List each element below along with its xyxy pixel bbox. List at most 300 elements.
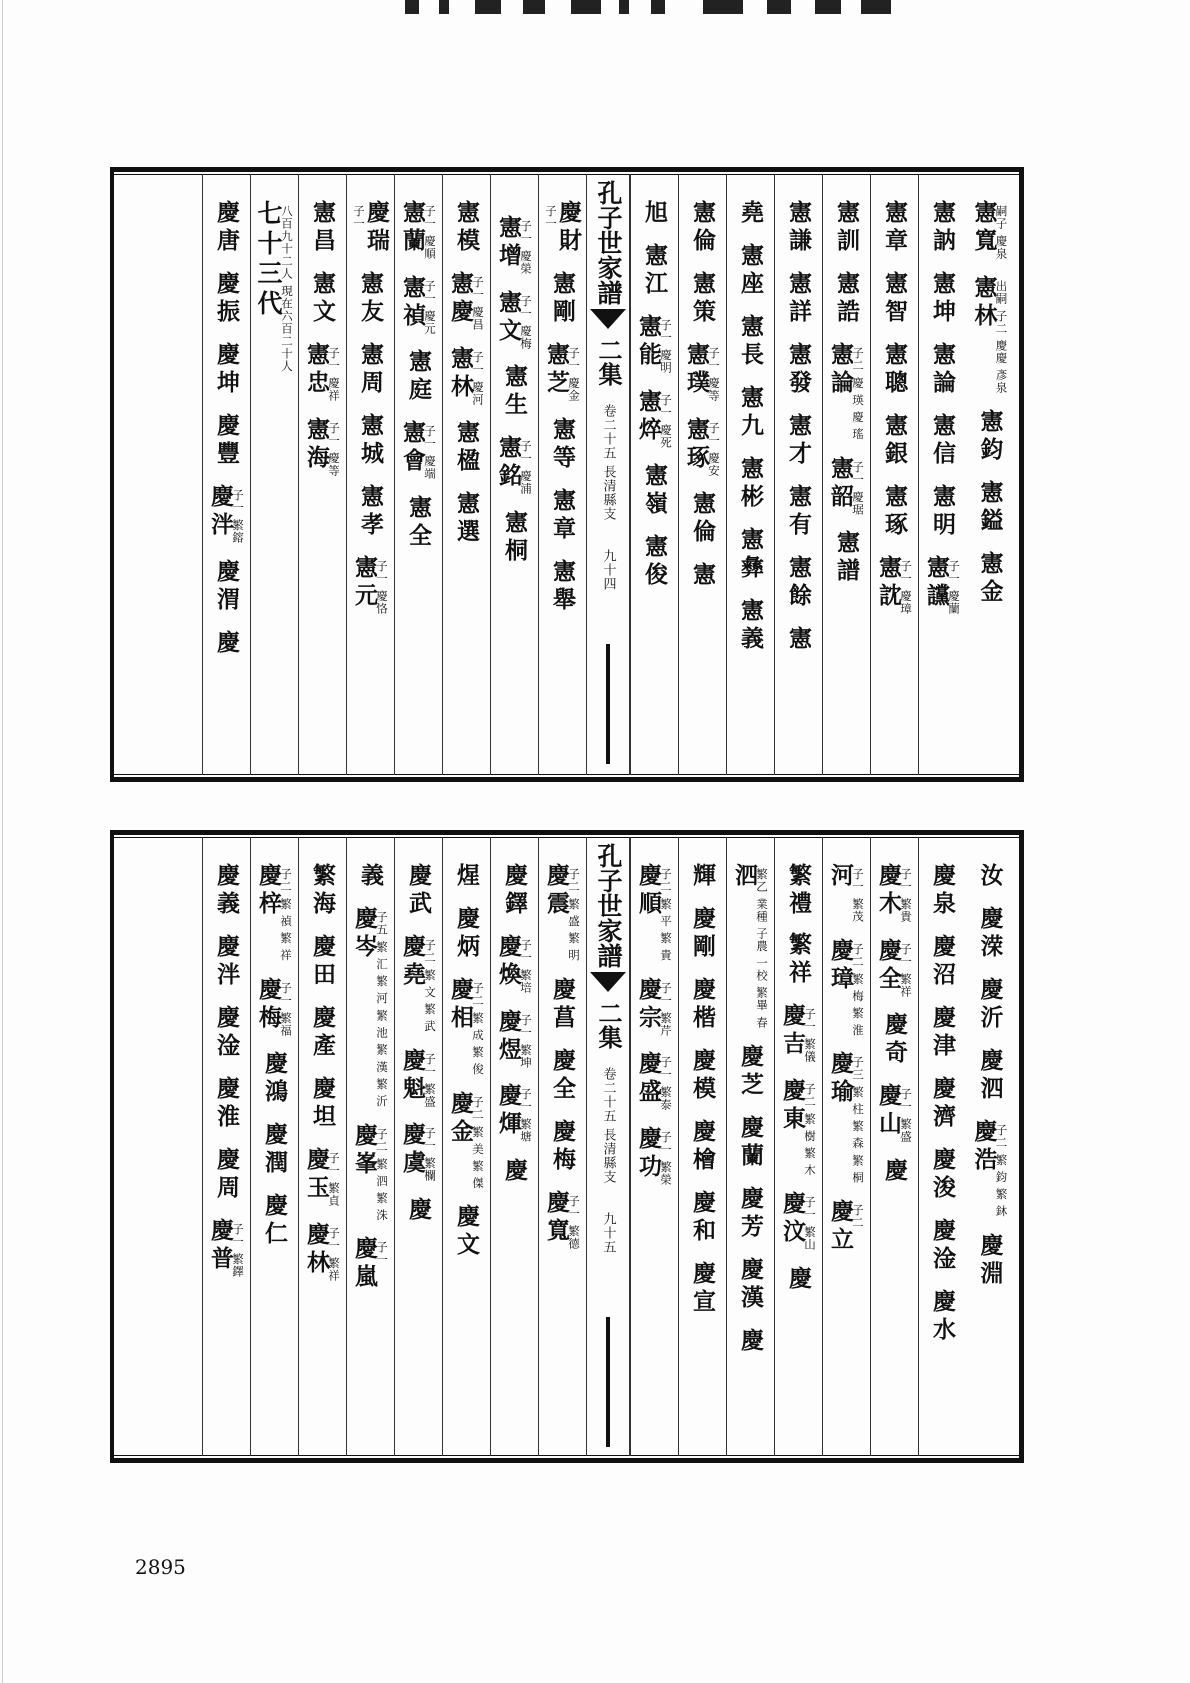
genealogy-column	[346, 837, 394, 1456]
person-name: 慶震	[542, 863, 570, 919]
person-entry	[931, 271, 954, 327]
genealogy-column	[442, 837, 490, 1456]
person-name: 慶魁	[398, 1047, 426, 1104]
descendant-note: 子一 慶順	[423, 205, 438, 260]
person-entry	[730, 863, 770, 1029]
person-entry	[883, 413, 906, 469]
descendant-note: 子一 繁山	[803, 1196, 818, 1251]
person-entry	[778, 1003, 818, 1063]
person-entry	[931, 1076, 954, 1132]
person-name: 繁海	[309, 863, 336, 919]
person-name: 憲	[785, 626, 812, 654]
person-name: 憲銘	[494, 435, 522, 492]
person-entry	[931, 863, 954, 919]
person-name: 慶浩	[970, 1119, 998, 1175]
person-entry	[359, 484, 382, 540]
person-name: 慶金	[446, 1090, 474, 1147]
descendant-note: 子一 慶恪	[375, 560, 390, 615]
descendant-note: 子一 慶河	[471, 350, 486, 406]
person-entry	[739, 1186, 762, 1242]
person-name: 憲彝	[737, 527, 764, 583]
person-name: 慶木	[874, 863, 902, 919]
descendant-note: 子五 繁 汇 繁 河 繁 池 繁 漢 繁 沂	[375, 911, 390, 1108]
person-entry	[446, 977, 486, 1076]
person-entry	[739, 527, 762, 583]
person-entry	[682, 342, 722, 402]
descendant-note: 子一 繁鎔	[231, 489, 246, 544]
genealogy-column	[870, 174, 918, 775]
person-name: 憲座	[737, 243, 764, 299]
person-name: 慶唐	[213, 200, 240, 256]
person-entry	[883, 200, 906, 256]
person-entry	[503, 364, 526, 420]
person-entry	[551, 271, 574, 327]
person-entry	[787, 484, 810, 540]
person-name: 慶林	[302, 1221, 330, 1278]
person-entry	[551, 488, 574, 544]
person-entry	[263, 1193, 286, 1249]
person-name: 憲生	[501, 364, 528, 421]
person-name: 慶宣	[689, 1261, 716, 1317]
person-entry	[826, 1199, 866, 1256]
ornament-bar	[606, 644, 610, 764]
person-name: 憲焠	[634, 388, 662, 445]
descendant-note: 子一 慶端	[423, 425, 438, 480]
person-entry	[551, 417, 574, 473]
person-name: 憲會	[398, 420, 426, 477]
descendant-note: 子二 繁 梅 繁 淮	[851, 942, 866, 1037]
person-entry	[787, 626, 810, 654]
person-name: 慶煇	[494, 1083, 522, 1140]
volume-label	[599, 1067, 618, 1254]
person-name: 慶渭	[213, 558, 240, 615]
person-name: 慶濟	[929, 1076, 956, 1132]
genealogy-column	[966, 174, 1014, 775]
person-name: 憲能	[634, 314, 662, 370]
person-name: 慶	[405, 1196, 432, 1225]
descendant-note: 子一 繁貞	[327, 1152, 342, 1207]
person-name: 慶梅	[254, 976, 282, 1033]
person-entry	[691, 271, 714, 327]
folio-number: 九十五	[600, 1212, 616, 1255]
person-name: 慶泮	[206, 484, 234, 540]
person-entry	[215, 1076, 238, 1132]
person-entry	[931, 934, 954, 990]
person-entry	[787, 555, 810, 611]
person-entry	[883, 342, 906, 398]
genealogy-column	[202, 837, 250, 1456]
person-name: 憲倫	[689, 491, 716, 548]
person-entry	[778, 1191, 818, 1251]
person-name: 慶東	[778, 1077, 806, 1134]
descendant-note: 子一 慶明	[659, 319, 674, 374]
person-entry	[542, 863, 582, 962]
person-name: 慶嵐	[350, 1236, 378, 1293]
descendant-note: 子一 繁鐸	[231, 1223, 246, 1278]
person-entry	[215, 271, 238, 327]
person-name: 憲鈞	[976, 408, 1004, 465]
person-entry	[883, 271, 906, 327]
person-entry	[634, 1125, 674, 1186]
person-name: 慶田	[309, 934, 336, 990]
person-entry	[544, 200, 583, 256]
person-entry	[826, 455, 866, 516]
person-entry	[446, 345, 486, 406]
person-name: 憲金	[976, 550, 1004, 607]
person-entry	[311, 200, 334, 256]
descendant-note: 子一 慶等	[327, 421, 342, 477]
descendant-note: 子二 繁 平 繁 貴	[659, 868, 674, 962]
person-entry	[503, 863, 526, 919]
person-name: 憲城	[357, 413, 384, 469]
descendant-note: 子一 慶浦	[519, 440, 534, 495]
person-entry	[931, 1289, 954, 1345]
person-entry	[787, 271, 810, 327]
person-name: 慶全	[549, 1047, 576, 1104]
person-entry	[691, 863, 714, 891]
person-entry	[874, 863, 914, 923]
person-entry	[931, 484, 954, 540]
person-name: 憲	[689, 562, 716, 591]
genealogy-column	[822, 837, 870, 1456]
person-entry	[634, 863, 674, 962]
person-entry	[739, 314, 762, 370]
person-name: 憲琢	[881, 484, 908, 540]
person-entry	[398, 1047, 438, 1108]
volume-label	[599, 404, 618, 591]
person-entry	[835, 200, 858, 256]
person-name: 慶模	[689, 1048, 716, 1104]
person-name: 慶津	[929, 1005, 956, 1061]
person-entry	[874, 1083, 914, 1143]
person-entry	[931, 342, 954, 398]
person-name: 慶剛	[689, 906, 716, 962]
scan-edge-line	[2, 0, 3, 1683]
person-name: 憲論	[826, 342, 854, 398]
person-name: 慶淦	[929, 1218, 956, 1274]
person-name: 憲詳	[785, 271, 812, 327]
person-name: 輝	[689, 863, 716, 891]
person-name: 慶吉	[778, 1003, 806, 1060]
person-name: 慶鴻	[261, 1051, 288, 1108]
person-name: 慶沼	[929, 934, 956, 990]
person-name: 慶淵	[976, 1232, 1004, 1289]
volume-info: 卷二十五 長清縣支	[600, 404, 616, 522]
person-name: 慶宗	[634, 976, 662, 1033]
person-entry	[976, 479, 1004, 536]
person-entry	[302, 342, 342, 402]
person-entry	[503, 510, 526, 566]
person-name: 憲剛	[549, 271, 576, 327]
descendant-note: 子一 繁祥	[327, 1226, 342, 1282]
person-name: 慶坦	[309, 1076, 336, 1132]
person-name: 繁禮 繁祥	[785, 863, 812, 989]
person-entry	[494, 289, 534, 350]
person-name: 慶淮	[213, 1076, 240, 1132]
descendant-note: 子二 繁 泗 繁 洙	[375, 1127, 390, 1222]
page-block-95	[110, 830, 1024, 1463]
person-entry	[398, 274, 438, 335]
person-name: 憲讜	[922, 555, 950, 611]
person-entry	[407, 349, 430, 405]
person-entry	[739, 385, 762, 441]
person-name: 憲友	[357, 271, 384, 327]
descendant-note: 嗣子 慶泉	[994, 205, 1009, 260]
person-entry	[551, 1119, 574, 1175]
person-entry	[254, 863, 294, 962]
person-name: 憲楹	[453, 420, 480, 477]
person-entry	[739, 598, 762, 654]
book-title: 孔子世家譜	[594, 843, 623, 968]
person-entry	[215, 630, 238, 658]
descendant-note: 八百九十二人 現在六百二十人	[280, 205, 295, 373]
descendant-note: 子一 繁榮	[659, 1130, 674, 1186]
person-name: 慶	[213, 629, 240, 658]
person-entry	[691, 562, 714, 590]
person-entry	[455, 1204, 478, 1260]
person-entry	[494, 1008, 534, 1069]
person-name: 慶梅	[549, 1118, 576, 1175]
genealogy-column	[394, 174, 442, 775]
descendant-note: 子二 繁 盛 繁 明	[567, 868, 582, 962]
person-entry	[976, 1232, 1004, 1289]
person-name: 憲文	[309, 271, 336, 327]
person-name: 慶楷	[689, 977, 716, 1033]
person-name: 慶普	[206, 1218, 234, 1274]
person-name: 憲九	[737, 385, 764, 441]
genealogy-column	[774, 837, 822, 1456]
person-name: 憲俊	[641, 534, 668, 591]
person-name: 憲智	[881, 271, 908, 327]
person-entry	[542, 1189, 582, 1250]
genealogy-column	[538, 837, 586, 1456]
person-name: 慶菖	[549, 976, 576, 1033]
ornament-fishtail	[590, 309, 626, 329]
page-number: 2895	[135, 1555, 186, 1579]
descendant-note: 子一 繁祥	[899, 942, 914, 998]
page-header-column	[586, 174, 630, 775]
person-entry	[691, 906, 714, 962]
genealogy-column	[490, 837, 538, 1456]
person-entry	[976, 550, 1004, 607]
person-entry	[787, 200, 810, 256]
person-entry	[398, 420, 438, 480]
book-title: 孔子世家譜	[594, 180, 623, 305]
person-name: 慶水	[929, 1289, 956, 1345]
person-name: 慶	[737, 1327, 764, 1356]
person-name: 憲訥	[929, 200, 956, 256]
person-name: 慶	[785, 1265, 812, 1294]
person-entry	[976, 906, 1004, 962]
person-entry	[503, 1158, 526, 1186]
person-name: 憲璞	[682, 342, 710, 398]
folio-number: 九十四	[600, 549, 616, 592]
person-entry	[778, 1077, 818, 1177]
person-name: 憲聰	[881, 342, 908, 398]
person-entry	[455, 906, 478, 962]
person-name: 憲謙	[785, 200, 812, 256]
person-name: 憲鎰	[976, 479, 1004, 536]
person-name: 憲忠	[302, 342, 330, 398]
page-block-94	[110, 167, 1024, 782]
person-entry	[311, 863, 334, 919]
person-name: 慶仁	[261, 1193, 288, 1250]
genealogy-column	[918, 174, 966, 775]
person-entry	[302, 1147, 342, 1207]
person-entry	[643, 200, 666, 228]
person-name: 慶泉	[929, 863, 956, 919]
descendant-note: 子一 慶金	[567, 347, 582, 402]
person-entry	[551, 977, 574, 1033]
person-entry	[206, 1218, 246, 1278]
person-entry	[634, 976, 674, 1037]
person-entry	[494, 215, 534, 275]
descendant-note: 子二 慶 瑛 慶 瑤	[851, 347, 866, 441]
person-entry	[691, 491, 714, 547]
person-name: 子一	[352, 205, 367, 230]
descendant-note: 子一 慶安	[707, 421, 722, 477]
person-name: 慶順	[634, 863, 662, 919]
person-entry	[739, 1328, 762, 1356]
person-name: 慶檜	[689, 1119, 716, 1175]
person-name: 憲寬	[970, 200, 998, 256]
descendant-note: 子一 繁儀	[803, 1008, 818, 1063]
person-name: 堯	[737, 200, 764, 228]
collection-label: 二集	[594, 1001, 623, 1049]
genealogy-column	[726, 174, 774, 775]
person-name: 旭	[641, 200, 668, 228]
person-name: 憲信	[929, 413, 956, 469]
person-name: 慶溁	[976, 906, 1004, 962]
person-name: 慶炳	[453, 906, 480, 962]
person-entry	[691, 1119, 714, 1175]
person-name: 憲孝	[357, 484, 384, 540]
person-entry	[931, 1005, 954, 1061]
person-entry	[976, 1048, 1004, 1104]
descendant-note: 子一 繁泰	[659, 1056, 674, 1111]
person-name: 慶璋	[826, 937, 854, 994]
person-entry	[455, 420, 478, 476]
person-name: 慶玉	[302, 1147, 330, 1203]
person-entry	[682, 416, 722, 477]
person-entry	[931, 1147, 954, 1203]
person-entry	[976, 863, 1004, 891]
person-name: 慶豐	[213, 413, 240, 469]
person-entry	[643, 463, 666, 519]
person-name: 憲全	[405, 494, 432, 551]
person-entry	[254, 976, 294, 1037]
person-name: 慶武	[405, 863, 432, 919]
person-entry	[455, 863, 478, 891]
person-name: 憲桐	[501, 509, 528, 566]
volume-info: 卷二十五 長清縣支	[600, 1067, 616, 1185]
genealogy-column	[918, 837, 966, 1456]
genealogy-column	[442, 174, 490, 775]
person-name: 憲銀	[881, 413, 908, 469]
person-entry	[739, 456, 762, 512]
descendant-note: 子一 繁德	[567, 1194, 582, 1250]
person-entry	[407, 495, 430, 551]
genealogy-column	[298, 837, 346, 1456]
person-entry	[972, 1119, 1007, 1218]
person-name: 憲選	[453, 491, 480, 548]
person-entry	[494, 435, 534, 495]
person-entry	[350, 906, 390, 1108]
person-name: 憲等	[549, 416, 576, 473]
person-name: 慶相	[446, 977, 474, 1033]
person-entry	[739, 1044, 762, 1100]
person-entry	[634, 314, 674, 374]
person-name: 慶奇	[881, 1012, 908, 1069]
person-name: 憲海	[302, 416, 330, 473]
person-name: 慶	[501, 1157, 528, 1186]
person-name: 汝	[976, 863, 1004, 891]
genealogy-column	[726, 837, 774, 1456]
person-entry	[551, 1048, 574, 1104]
person-name: 憲義	[737, 598, 764, 654]
ornament-fishtail	[590, 972, 626, 992]
person-entry	[215, 1005, 238, 1061]
descendant-note: 子一 繁盛	[899, 1088, 914, 1143]
person-name: 憲周	[357, 342, 384, 398]
genealogy-column	[298, 174, 346, 775]
person-name: 憲琢	[682, 416, 710, 473]
person-entry	[739, 200, 762, 228]
person-entry	[826, 937, 866, 1037]
genealogy-column	[394, 837, 442, 1456]
person-name: 憲有	[785, 484, 812, 540]
person-entry	[787, 863, 810, 988]
person-entry	[302, 1221, 342, 1282]
person-entry	[787, 342, 810, 398]
person-entry	[976, 977, 1004, 1033]
descendant-note: 子一 慶死	[659, 393, 674, 449]
person-name: 子一	[544, 205, 559, 230]
person-name: 憲譜	[833, 530, 860, 587]
genealogy-frame	[110, 837, 1024, 1456]
person-name: 慶淦	[213, 1005, 240, 1061]
person-name: 憲策	[689, 271, 716, 327]
person-entry	[302, 416, 342, 477]
descendant-note: 子一 慶琚	[851, 460, 866, 516]
person-name: 慶芝	[737, 1043, 764, 1100]
descendant-note: 子二 繁 鈞 繁 鈢	[994, 1124, 1009, 1218]
genealogy-column	[250, 837, 298, 1456]
person-entry	[311, 271, 334, 327]
person-entry	[922, 555, 962, 615]
person-entry	[972, 275, 1007, 394]
person-name: 憲彬	[737, 456, 764, 512]
person-entry	[883, 1012, 906, 1068]
person-entry	[263, 1122, 286, 1178]
person-entry	[691, 1048, 714, 1104]
person-entry	[787, 1266, 810, 1294]
person-name: 慶岑	[350, 906, 378, 962]
person-name: 泗	[730, 863, 758, 891]
person-name: 憲增	[494, 215, 522, 271]
person-entry	[446, 1090, 486, 1190]
person-entry	[407, 1197, 430, 1225]
person-name: 慶泗	[976, 1048, 1004, 1104]
person-name: 七十三代	[253, 200, 283, 320]
genealogy-column	[538, 174, 586, 775]
person-entry	[542, 342, 582, 402]
person-name: 慶坤	[213, 342, 240, 398]
person-entry	[311, 1076, 334, 1132]
descendant-note: 慶財	[555, 200, 583, 256]
person-name: 慶堯	[398, 934, 426, 990]
person-name: 慶全	[874, 937, 902, 994]
